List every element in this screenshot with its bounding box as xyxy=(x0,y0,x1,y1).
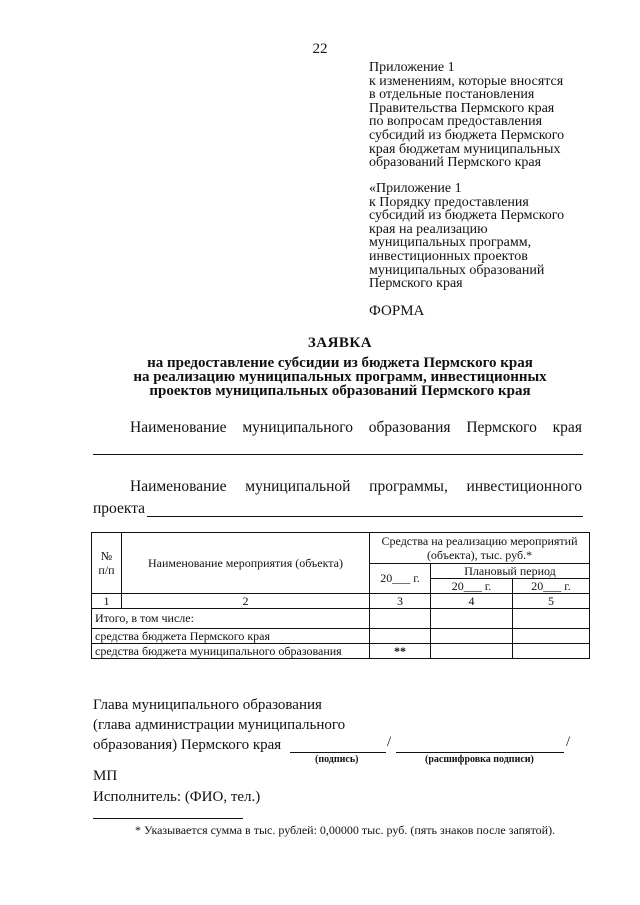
label-word: программы, xyxy=(369,478,448,495)
appendix-2-line: «Приложение 1 xyxy=(369,181,462,196)
appendix-2-block xyxy=(369,182,619,291)
label-word: края xyxy=(552,419,582,436)
signature-line-2: (глава администрации муниципального xyxy=(93,717,346,733)
appendix-1-line: по вопросам предоставления xyxy=(369,114,543,130)
label-word: Пермского xyxy=(466,419,537,436)
header-current-year[interactable]: 20___ г. xyxy=(370,564,431,594)
column-number: 3 xyxy=(370,594,431,609)
municipality-field-label xyxy=(130,419,582,437)
label-word: муниципальной xyxy=(245,478,351,495)
stamp-place: МП xyxy=(93,768,118,784)
footnote-text: * Указывается сумма в тыс. рублей: 0,00000 тыс. руб. (пять знаков после запятой). xyxy=(135,823,556,837)
header-activity-name: Наименование мероприятия (объекта) xyxy=(122,533,370,594)
table-row xyxy=(92,609,590,629)
header-funds: Средства на реализацию мероприятий (объекта), тыс. руб.* xyxy=(370,533,590,564)
appendix-1-line: к изменениям, которые вносятся xyxy=(369,73,564,89)
column-number: 1 xyxy=(92,594,122,609)
signature-caption: (подпись) xyxy=(315,754,359,765)
cell-plan-year-1[interactable] xyxy=(431,609,513,629)
appendix-2-line: к Порядку предоставления xyxy=(369,194,529,210)
appendix-1-line: края бюджетам муниципальных xyxy=(369,141,561,157)
slash-separator: / xyxy=(566,734,571,750)
page-number: 22 xyxy=(312,41,328,57)
label-word: муниципального xyxy=(242,419,353,436)
appendix-1-line: Приложение 1 xyxy=(369,60,455,75)
appendix-2-line: Пермского края xyxy=(369,276,463,292)
column-number: 5 xyxy=(513,594,590,609)
label-word: инвестиционного xyxy=(466,478,582,495)
appendix-2-line: инвестиционных проектов xyxy=(369,248,528,264)
document-title: ЗАЯВКА xyxy=(307,335,373,351)
appendix-1-line: Правительства Пермского края xyxy=(369,100,555,116)
appendix-2-line: края на реализацию xyxy=(369,221,488,237)
subtitle-line: проектов муниципальных образований Пермского края xyxy=(149,383,531,399)
cell-plan-year-2[interactable] xyxy=(513,609,590,629)
appendix-1-line: в отдельные постановления xyxy=(369,87,535,103)
form-label: ФОРМА xyxy=(369,303,425,319)
appendix-1-line: образований Пермского края xyxy=(369,155,542,171)
row-label-municipal-budget: средства бюджета муниципального образования xyxy=(92,644,370,659)
cell-current-year[interactable] xyxy=(370,629,431,644)
cell-current-year[interactable]: ** xyxy=(370,644,431,659)
subtitle-line: на предоставление субсидии из бюджета Пермского края xyxy=(147,355,533,371)
appendix-1-line: субсидий из бюджета Пермского xyxy=(369,127,565,143)
header-number: № п/п xyxy=(92,533,122,594)
label-word: образования xyxy=(368,419,451,436)
municipality-name-input-line[interactable] xyxy=(93,454,583,455)
table-row xyxy=(92,629,590,644)
program-field-label xyxy=(130,478,582,496)
appendix-2-line: субсидий из бюджета Пермского xyxy=(369,208,565,224)
document-subtitle xyxy=(0,356,640,398)
label-word: Наименование xyxy=(130,478,227,495)
program-name-input-line[interactable] xyxy=(147,516,583,517)
signature-line-1: Глава муниципального образования xyxy=(93,697,322,713)
table-row xyxy=(92,644,590,659)
header-planned-period: Плановый период xyxy=(431,564,590,579)
row-label-region-budget: средства бюджета Пермского края xyxy=(92,629,370,644)
appendix-2-line: муниципальных программ, xyxy=(369,235,532,251)
signature-input-line[interactable] xyxy=(290,752,386,753)
subtitle-line: на реализацию муниципальных программ, инвестиционных xyxy=(133,369,547,385)
cell-plan-year-1[interactable] xyxy=(431,629,513,644)
signature-decode-input-line[interactable] xyxy=(396,752,564,753)
row-label-total: Итого, в том числе: xyxy=(92,609,370,629)
cell-plan-year-2[interactable] xyxy=(513,629,590,644)
numbering-row xyxy=(92,594,590,609)
funding-table xyxy=(91,532,590,659)
footnote-divider xyxy=(93,818,243,819)
header-plan-year-2[interactable]: 20___ г. xyxy=(513,579,590,594)
program-field-continuation: проекта xyxy=(93,500,146,517)
appendix-1-block xyxy=(369,61,619,170)
signature-decode-caption: (расшифровка подписи) xyxy=(425,754,534,765)
label-word: Наименование xyxy=(130,419,227,436)
header-plan-year-1[interactable]: 20___ г. xyxy=(431,579,513,594)
cell-plan-year-2[interactable] xyxy=(513,644,590,659)
appendix-2-line: муниципальных образований xyxy=(369,262,545,278)
column-number: 4 xyxy=(431,594,513,609)
signature-line-3: образования) Пермского края xyxy=(93,737,282,753)
slash-separator: / xyxy=(387,734,392,750)
cell-current-year[interactable] xyxy=(370,609,431,629)
executor-line: Исполнитель: (ФИО, тел.) xyxy=(93,789,261,805)
cell-plan-year-1[interactable] xyxy=(431,644,513,659)
column-number: 2 xyxy=(122,594,370,609)
